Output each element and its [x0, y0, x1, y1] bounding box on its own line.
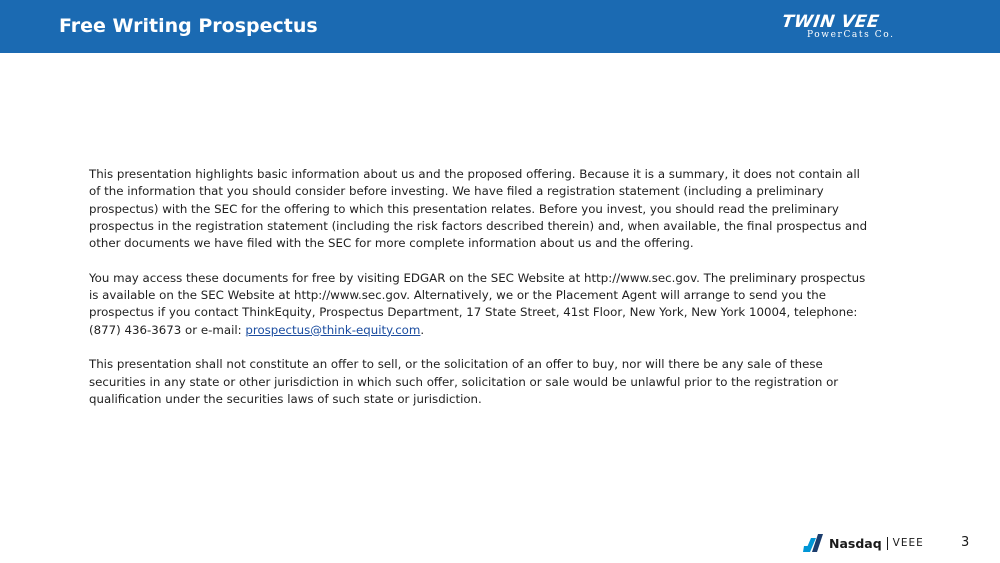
- paragraph-2-text: You may access these documents for free by visiting EDGAR on the SEC Website at http://www.sec.gov. The preliminary prospectus is available on the SEC Website at http://www.sec.gov. Alternatively, we or the Placement Agent will arrange to send you the prospectus if you contact ThinkEquity, Prospectus Department, 17 State Street, 41st Floor, New York, New York 10004, telephone: (877) 436-3673 or e-mail:: [89, 270, 866, 337]
- disclaimer-paragraph-2: [89, 270, 919, 339]
- twin-vee-logo-text: TWIN VEE: [780, 12, 881, 32]
- disclaimer-paragraph-3: This presentation shall not constitute an offer to sell, or the solicitation of an offer to buy, nor will there be any sale of these securities in any state or other jurisdiction in which such offer, solicitation or sale would be unlawful prior to the registration or qualification under the securities laws of such state or jurisdiction.: [89, 357, 839, 406]
- page-number: 3: [961, 535, 970, 550]
- page-title: Free Writing Prospectus: [59, 15, 318, 37]
- twin-vee-logo: [780, 14, 926, 42]
- header-bar: [0, 0, 1000, 53]
- nasdaq-ticker-logo: [803, 532, 924, 554]
- ticker-divider: [887, 537, 888, 550]
- disclaimer-paragraph-1: This presentation highlights basic information about us and the proposed offering. Because it is a summary, it does not contain all of the information that you should consider before investing. We have filed a registration statement (including a preliminary prospectus) with the SEC for the offering to which this presentation relates. Before you invest, you should read the preliminary prospectus in the registration statement (including the risk factors described therein) and, when available, the final prospectus and other documents we have filed with the SEC for more complete information about us and the offering.: [89, 167, 868, 251]
- powercats-logo-subtext: PowerCats Co.: [807, 30, 895, 40]
- paragraph-2-end: .: [420, 322, 425, 337]
- nasdaq-logo-icon: [803, 532, 825, 554]
- prospectus-email-link[interactable]: prospectus@think-equity.com: [245, 322, 421, 337]
- disclaimer-body: [89, 166, 919, 425]
- nasdaq-wordmark: Nasdaq: [829, 535, 882, 551]
- ticker-symbol: VEEE: [892, 537, 924, 549]
